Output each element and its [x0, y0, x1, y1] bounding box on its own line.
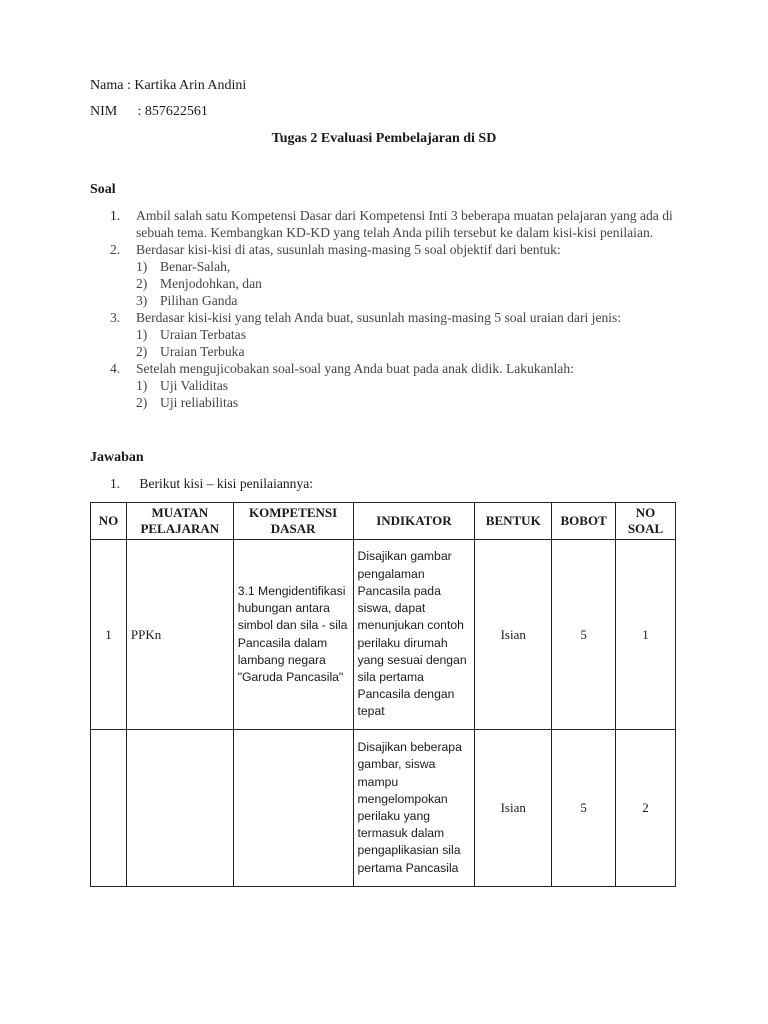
- sub-text: Uji reliabilitas: [160, 395, 239, 410]
- question-number: 4.: [110, 361, 121, 376]
- jawaban-heading: Jawaban: [90, 450, 144, 465]
- cell-no-soal: 1: [616, 540, 676, 730]
- question-text: Setelah mengujicobakan soal-soal yang Anda buat pada anak didik. Lakukanlah:: [136, 361, 574, 376]
- sub-item: [136, 394, 690, 411]
- name-value: : Kartika Arin Andini: [126, 78, 247, 93]
- sub-number: 2): [136, 276, 148, 291]
- sub-number: 2): [136, 344, 148, 359]
- cell-no-soal: 2: [616, 730, 676, 887]
- cell-indikator: Disajikan gambar pengalaman Pancasila pada siswa, dapat menunjukan contoh perilaku dirumah yang sesuai dengan sila pertama Pancasila dengan tepat: [353, 540, 475, 730]
- kisi-kisi-table: [90, 502, 676, 887]
- cell-muatan: [126, 730, 233, 887]
- sub-number: 1): [136, 327, 148, 342]
- question-item: [90, 241, 690, 309]
- sub-item: [136, 377, 690, 394]
- question-item: [90, 309, 690, 360]
- question-list: [90, 207, 690, 411]
- answer-number: 1.: [110, 476, 121, 491]
- question-number: 2.: [110, 242, 121, 257]
- question-text: Berdasar kisi-kisi yang telah Anda buat, susunlah masing-masing 5 soal uraian dari jenis:: [136, 310, 622, 325]
- cell-indikator: Disajikan beberapa gambar, siswa mampu mengelompokan perilaku yang termasuk dalam pengaplikasian sila pertama Pancasila: [353, 730, 475, 887]
- sub-item: [136, 326, 690, 343]
- question-text: Ambil salah satu Kompetensi Dasar dari Kompetensi Inti 3 beberapa muatan pelajaran yang ada di sebuah tema. Kembangkan KD-KD yang telah Anda pilih tersebut ke dalam kisi-kisi penilaian.: [136, 208, 673, 240]
- sub-number: 2): [136, 395, 148, 410]
- header-bentuk: BENTUK: [475, 503, 552, 540]
- cell-bobot: 5: [552, 540, 616, 730]
- cell-bentuk: Isian: [475, 730, 552, 887]
- sub-text: Pilihan Ganda: [160, 293, 238, 308]
- question-text: Berdasar kisi-kisi di atas, susunlah masing-masing 5 soal objektif dari bentuk:: [136, 242, 561, 257]
- sub-item: [136, 275, 690, 292]
- header-no: NO: [91, 503, 127, 540]
- question-number: 3.: [110, 310, 121, 325]
- table-row: [91, 730, 676, 887]
- answer-item: [90, 476, 313, 492]
- sub-text: Uraian Terbuka: [160, 344, 245, 359]
- question-item: [90, 360, 690, 411]
- sub-number: 1): [136, 378, 148, 393]
- header-kompetensi-dasar: KOMPETENSI DASAR: [233, 503, 353, 540]
- sub-number: 1): [136, 259, 148, 274]
- sub-text: Benar-Salah,: [160, 259, 231, 274]
- answer-text: Berikut kisi – kisi penilaiannya:: [139, 476, 314, 491]
- sub-text: Uji Validitas: [160, 378, 229, 393]
- header-no-soal: NO SOAL: [616, 503, 676, 540]
- sub-text: Menjodohkan, dan: [160, 276, 262, 291]
- question-item: [90, 207, 690, 241]
- header-indikator: INDIKATOR: [353, 503, 475, 540]
- cell-kompetensi: 3.1 Mengidentifikasi hubungan antara simbol dan sila - sila Pancasila dalam lambang negara "Garuda Pancasila": [233, 540, 353, 730]
- student-name-line: [90, 78, 246, 94]
- nim-value: : 857622561: [137, 104, 208, 119]
- sub-item: [136, 258, 690, 275]
- cell-bentuk: Isian: [475, 540, 552, 730]
- header-muatan-pelajaran: MUATAN PELAJARAN: [126, 503, 233, 540]
- header-bobot: BOBOT: [552, 503, 616, 540]
- cell-kompetensi: [233, 730, 353, 887]
- cell-no: 1: [91, 540, 127, 730]
- table-row: [91, 540, 676, 730]
- nim-label: NIM: [90, 104, 118, 119]
- table-header-row: [91, 503, 676, 540]
- cell-muatan: PPKn: [126, 540, 233, 730]
- student-nim-line: [90, 104, 208, 120]
- sub-item: [136, 343, 690, 360]
- sub-number: 3): [136, 293, 148, 308]
- question-number: 1.: [110, 208, 121, 223]
- sub-text: Uraian Terbatas: [160, 327, 246, 342]
- soal-heading: Soal: [90, 182, 116, 197]
- cell-no: [91, 730, 127, 887]
- document-title: Tugas 2 Evaluasi Pembelajaran di SD: [271, 131, 497, 146]
- cell-bobot: 5: [552, 730, 616, 887]
- name-label: Nama: [90, 78, 124, 93]
- sub-item: [136, 292, 690, 309]
